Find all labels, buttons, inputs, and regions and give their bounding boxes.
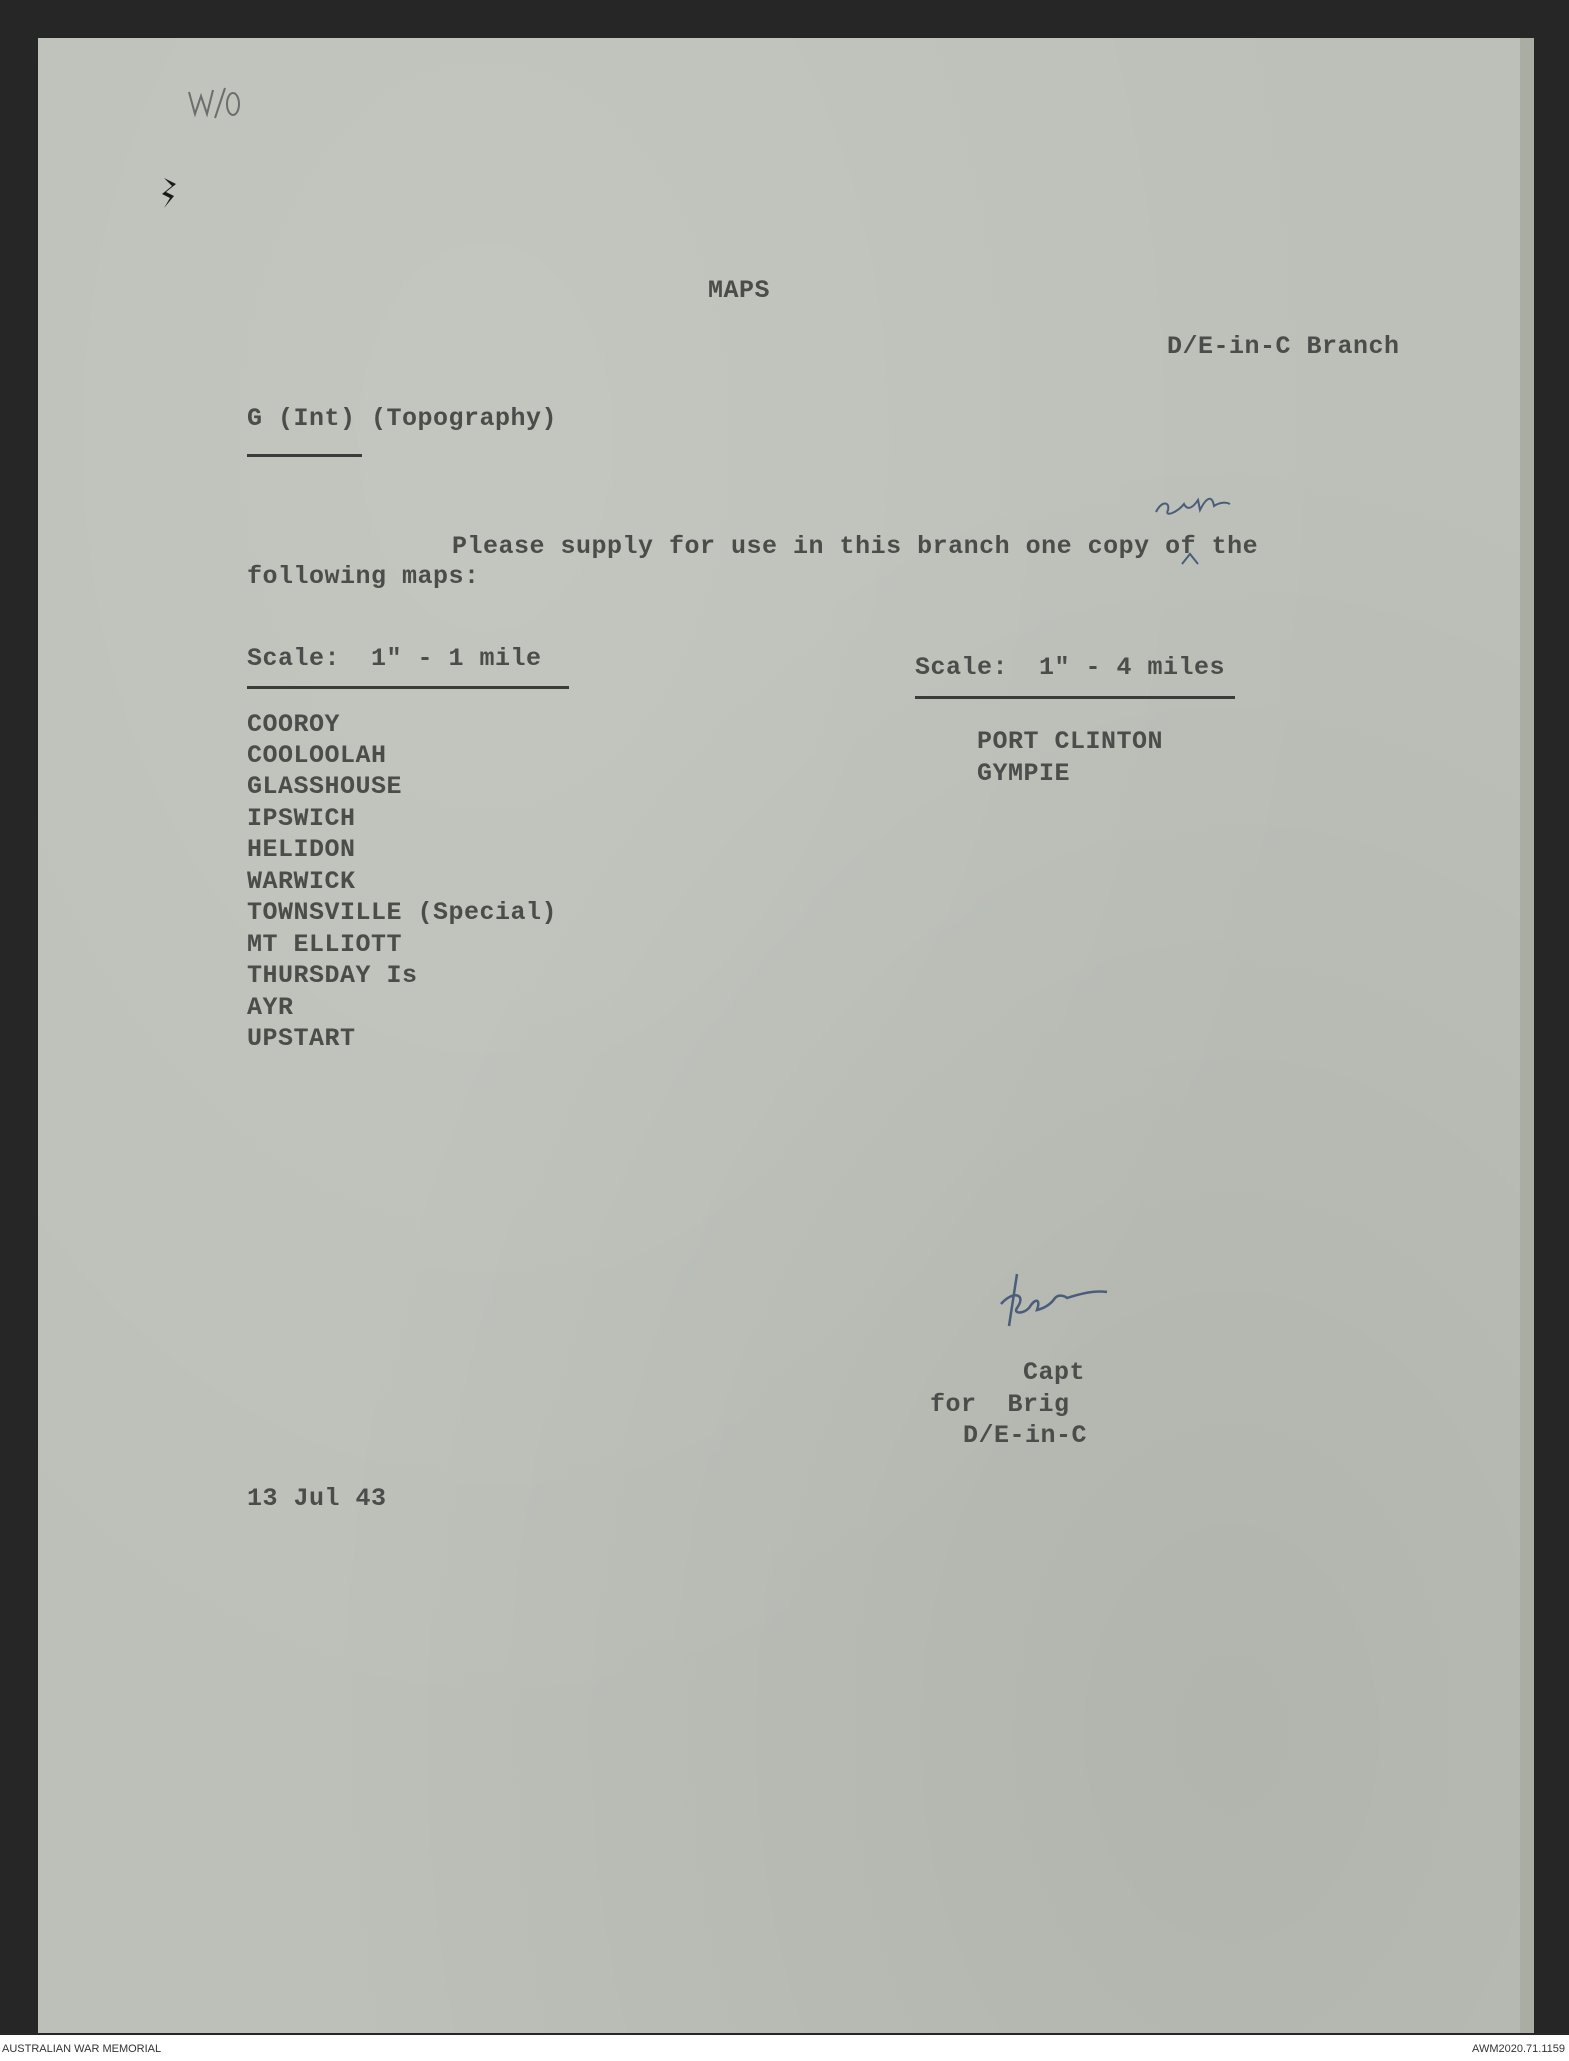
list-item: UPSTART: [247, 1024, 356, 1053]
list-item: MT ELLIOTT: [247, 930, 403, 959]
signature-rank: Capt: [1023, 1358, 1086, 1387]
list-item: COOLOOLAH: [247, 741, 387, 770]
scale-right-heading: Scale: 1" - 4 miles: [915, 653, 1226, 682]
list-item: GYMPIE: [977, 759, 1071, 788]
scale-right-underline: [915, 696, 1235, 699]
page-edge: [1520, 38, 1534, 2033]
margin-note-handwriting: [185, 82, 245, 132]
list-item: AYR: [247, 993, 294, 1022]
document-date: 13 Jul 43: [247, 1484, 387, 1513]
list-item: PORT CLINTON: [977, 727, 1164, 756]
list-item: WARWICK: [247, 867, 356, 896]
archive-footer: [0, 2035, 1569, 2061]
signature-for-line: for Brig: [930, 1390, 1070, 1419]
scale-left-underline: [247, 686, 569, 689]
list-item: GLASSHOUSE: [247, 772, 403, 801]
scale-left-heading: Scale: 1" - 1 mile: [247, 644, 542, 673]
list-item: THURSDAY Is: [247, 961, 418, 990]
list-item: HELIDON: [247, 835, 356, 864]
list-item: TOWNSVILLE (Special): [247, 898, 558, 927]
footer-left: AUSTRALIAN WAR MEMORIAL: [2, 2043, 162, 2055]
footer-right: AWM2020.71.1159: [1472, 2043, 1565, 2055]
from-branch: D/E-in-C Branch: [1167, 332, 1400, 361]
body-line-2: following maps:: [247, 562, 480, 591]
document-title: MAPS: [708, 276, 771, 305]
clip-mark: [158, 174, 188, 214]
body-line-1: Please supply for use in this branch one copy of the: [452, 532, 1259, 561]
signature-office: D/E-in-C: [963, 1421, 1088, 1450]
list-item: COOROY: [247, 710, 341, 739]
signature: [995, 1268, 1115, 1338]
addressee: G (Int) (Topography): [247, 404, 558, 433]
addressee-underline: [247, 454, 362, 457]
list-item: IPSWICH: [247, 804, 356, 833]
